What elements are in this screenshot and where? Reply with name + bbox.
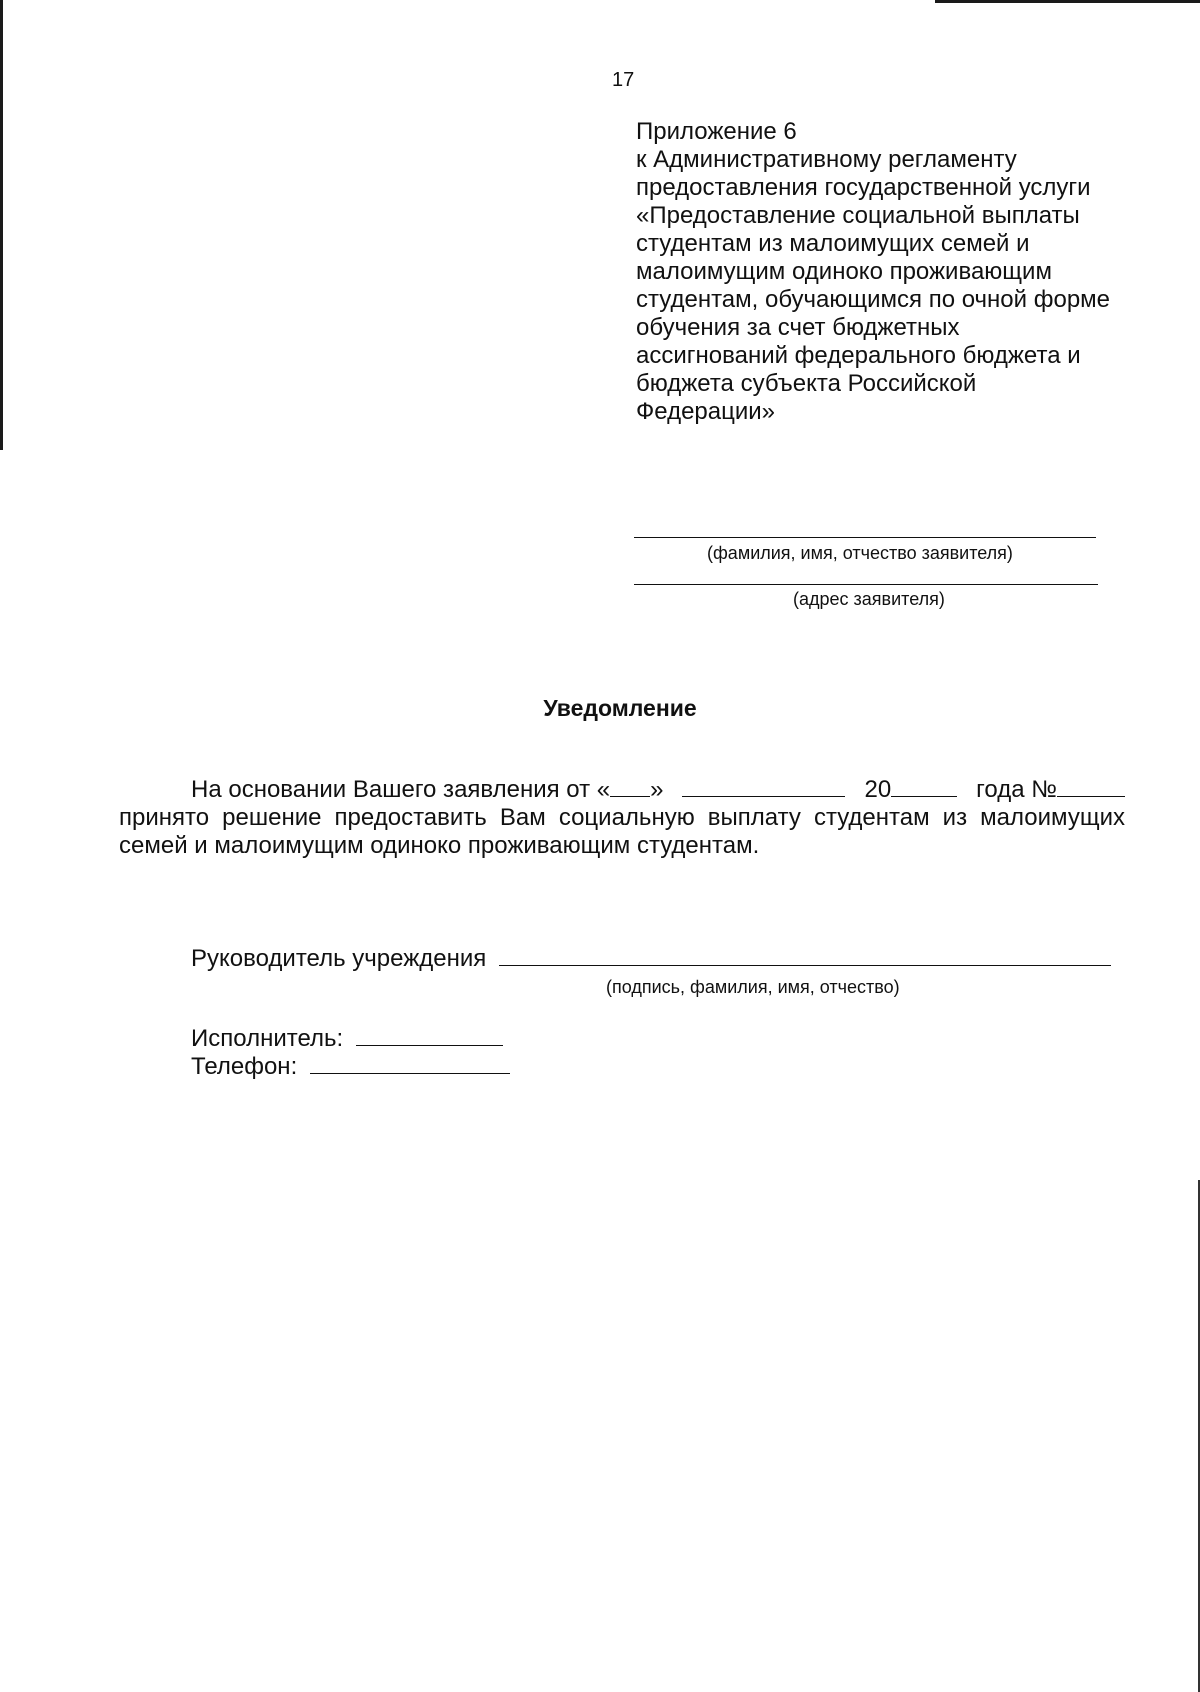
- head-signature-caption: (подпись, фамилия, имя, отчество): [606, 977, 900, 997]
- notice-word: принято: [119, 804, 210, 831]
- notice-word: выплату: [707, 804, 801, 831]
- notice-word: Вам: [499, 804, 546, 831]
- applicant-address-line: [634, 584, 1098, 585]
- executor-line: [356, 1025, 503, 1046]
- notice-line-3: семей и малоимущим одиноко проживающим студентам.: [119, 832, 760, 859]
- applicant-name-caption: (фамилия, имя, отчество заявителя): [707, 543, 1013, 563]
- notice-body: [119, 776, 1125, 860]
- appendix-line: малоимущим одиноко проживающим: [636, 258, 1052, 285]
- appendix-header: [636, 118, 1136, 426]
- phone-line: [310, 1053, 510, 1074]
- notice-word: из: [942, 804, 968, 831]
- notice-line-1-text: [191, 776, 663, 804]
- number-blank: [1057, 776, 1125, 797]
- notice-title: Уведомление: [543, 695, 697, 721]
- appendix-line: студентам из малоимущих семей и: [636, 230, 1030, 257]
- notice-word: решение: [222, 804, 322, 831]
- month-blank: [682, 776, 845, 797]
- scan-edge-top: [935, 0, 1200, 3]
- executor-row: [191, 1025, 503, 1053]
- head-signature-line: [499, 945, 1111, 966]
- notice-word: предоставить: [334, 804, 487, 831]
- appendix-line: бюджета субъекта Российской: [636, 370, 977, 397]
- notice-line-2: [119, 804, 1125, 832]
- notice-line-1: [119, 776, 1125, 804]
- appendix-line: ассигнований федерального бюджета и: [636, 342, 1081, 369]
- appendix-line: к Административному регламенту: [636, 146, 1017, 173]
- executor-label: Исполнитель:: [191, 1025, 344, 1052]
- phone-label: Телефон:: [191, 1053, 298, 1080]
- year-group: [864, 776, 957, 804]
- number-group: [976, 776, 1125, 804]
- appendix-line: «Предоставление социальной выплаты: [636, 202, 1080, 229]
- day-blank: [610, 776, 650, 797]
- phone-row: [191, 1053, 510, 1081]
- appendix-line: предоставления государственной услуги: [636, 174, 1091, 201]
- applicant-address-caption: (адрес заявителя): [793, 589, 945, 609]
- page-number: 17: [612, 69, 635, 91]
- notice-word: студентам: [813, 804, 930, 831]
- notice-word: социальную: [558, 804, 695, 831]
- date-prefix-text: На основании Вашего заявления от «: [191, 776, 611, 803]
- applicant-name-line: [634, 537, 1096, 538]
- appendix-line: обучения за счет бюджетных: [636, 314, 960, 341]
- date-quote-close: »: [650, 776, 664, 803]
- head-label: Руководитель учреждения: [191, 945, 487, 972]
- notice-word: малоимущих: [980, 804, 1125, 831]
- appendix-line: Федерации»: [636, 398, 776, 425]
- year-prefix: 20: [864, 776, 892, 803]
- year-blank: [891, 776, 957, 797]
- head-signature-row: [191, 945, 1111, 973]
- appendix-line: Приложение 6: [636, 118, 797, 145]
- number-prefix: года №: [976, 776, 1057, 803]
- appendix-line: студентам, обучающимся по очной форме: [636, 286, 1111, 313]
- scan-edge-left: [0, 0, 3, 450]
